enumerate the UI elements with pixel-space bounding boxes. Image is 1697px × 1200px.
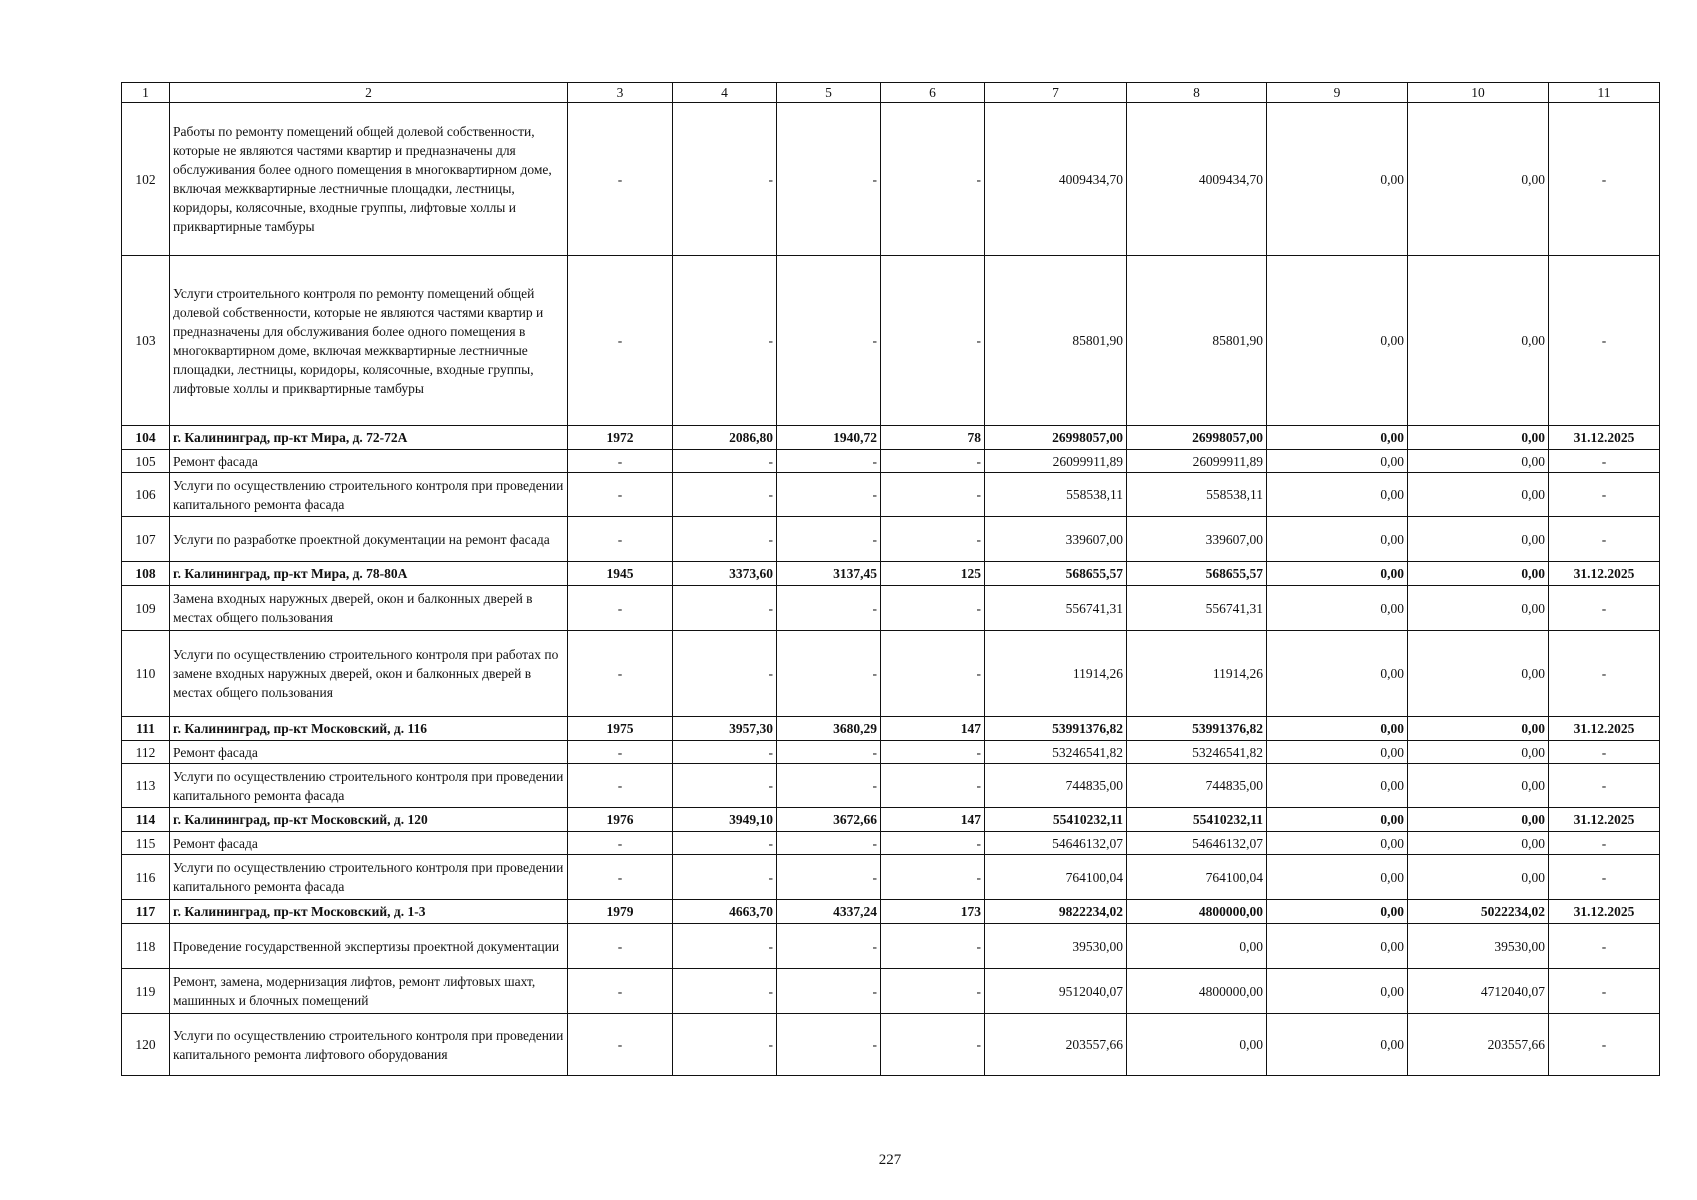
- cell-year-built: -: [568, 855, 673, 900]
- cell-year-built: -: [568, 517, 673, 562]
- work-row: [122, 832, 1660, 855]
- cell-row-number: 106: [122, 473, 170, 517]
- cell-work-name: Услуги по осуществлению строительного контроля при проведении капитального ремонта фасада: [170, 855, 568, 900]
- cell-total-area: 4663,70: [673, 900, 777, 924]
- cell-total-area: -: [673, 517, 777, 562]
- cell-row-number: 115: [122, 832, 170, 855]
- header-cell-completion-date: 11: [1549, 83, 1660, 103]
- cell-cost-fund: 26099911,89: [1127, 450, 1267, 473]
- work-row: [122, 764, 1660, 808]
- cell-living-area: -: [777, 924, 881, 969]
- cell-total-cost: 764100,04: [985, 855, 1127, 900]
- cell-living-area: -: [777, 832, 881, 855]
- cell-year-built: -: [568, 631, 673, 717]
- cell-completion-date: -: [1549, 586, 1660, 631]
- cell-cost-fund: 744835,00: [1127, 764, 1267, 808]
- cell-total-cost: 11914,26: [985, 631, 1127, 717]
- address-row: [122, 808, 1660, 832]
- cell-cost-owners: 0,00: [1408, 517, 1549, 562]
- cell-completion-date: 31.12.2025: [1549, 426, 1660, 450]
- cell-completion-date: 31.12.2025: [1549, 717, 1660, 741]
- header-cell-row-number: 1: [122, 83, 170, 103]
- cell-year-built: -: [568, 103, 673, 256]
- cell-residents: -: [881, 103, 985, 256]
- cell-row-number: 112: [122, 741, 170, 764]
- cell-cost-budget: 0,00: [1267, 764, 1408, 808]
- cell-cost-fund: 85801,90: [1127, 256, 1267, 426]
- cell-total-cost: 9512040,07: [985, 969, 1127, 1014]
- cell-row-number: 119: [122, 969, 170, 1014]
- cell-living-area: -: [777, 764, 881, 808]
- cell-row-number: 108: [122, 562, 170, 586]
- cell-living-area: 3680,29: [777, 717, 881, 741]
- cell-cost-budget: 0,00: [1267, 900, 1408, 924]
- header-cell-cost-fund: 8: [1127, 83, 1267, 103]
- cell-work-name: Услуги строительного контроля по ремонту помещений общей долевой собственности, которые не являются частями квартир и предназначены для обслуживания более одного помещения в многоквартирном доме, включая межквартирные лестничные площадки, лестницы, коридоры, колясочные, входные группы, лифтовые холлы и приквартирные тамбуры: [170, 256, 568, 426]
- cell-total-cost: 744835,00: [985, 764, 1127, 808]
- cell-row-number: 107: [122, 517, 170, 562]
- cell-cost-fund: 339607,00: [1127, 517, 1267, 562]
- cell-total-cost: 53991376,82: [985, 717, 1127, 741]
- cell-residents: -: [881, 473, 985, 517]
- work-row: [122, 969, 1660, 1014]
- cell-cost-owners: 0,00: [1408, 473, 1549, 517]
- cell-year-built: 1975: [568, 717, 673, 741]
- cell-cost-owners: 0,00: [1408, 717, 1549, 741]
- cell-row-number: 113: [122, 764, 170, 808]
- cell-cost-fund: 4800000,00: [1127, 900, 1267, 924]
- cell-living-area: -: [777, 631, 881, 717]
- cell-completion-date: -: [1549, 256, 1660, 426]
- cell-total-cost: 54646132,07: [985, 832, 1127, 855]
- cell-cost-budget: 0,00: [1267, 832, 1408, 855]
- cell-row-number: 120: [122, 1014, 170, 1076]
- cell-cost-owners: 0,00: [1408, 256, 1549, 426]
- cell-cost-budget: 0,00: [1267, 631, 1408, 717]
- cell-total-cost: 26998057,00: [985, 426, 1127, 450]
- cell-cost-fund: 568655,57: [1127, 562, 1267, 586]
- cell-cost-fund: 26998057,00: [1127, 426, 1267, 450]
- cell-work-name: г. Калининград, пр-кт Мира, д. 78-80А: [170, 562, 568, 586]
- cell-living-area: -: [777, 741, 881, 764]
- address-row: [122, 717, 1660, 741]
- cell-cost-fund: 53246541,82: [1127, 741, 1267, 764]
- cell-living-area: -: [777, 450, 881, 473]
- cell-completion-date: -: [1549, 741, 1660, 764]
- cell-completion-date: -: [1549, 103, 1660, 256]
- works-table: [121, 82, 1660, 1076]
- cell-total-area: -: [673, 631, 777, 717]
- cell-total-cost: 9822234,02: [985, 900, 1127, 924]
- work-row: [122, 1014, 1660, 1076]
- cell-living-area: -: [777, 103, 881, 256]
- cell-cost-budget: 0,00: [1267, 473, 1408, 517]
- work-row: [122, 586, 1660, 631]
- cell-row-number: 105: [122, 450, 170, 473]
- cell-cost-budget: 0,00: [1267, 924, 1408, 969]
- cell-cost-budget: 0,00: [1267, 808, 1408, 832]
- cell-cost-fund: 764100,04: [1127, 855, 1267, 900]
- cell-living-area: -: [777, 256, 881, 426]
- cell-total-area: -: [673, 103, 777, 256]
- cell-completion-date: -: [1549, 764, 1660, 808]
- cell-total-area: -: [673, 473, 777, 517]
- cell-cost-fund: 0,00: [1127, 924, 1267, 969]
- cell-work-name: Замена входных наружных дверей, окон и балконных дверей в местах общего пользования: [170, 586, 568, 631]
- cell-work-name: Услуги по разработке проектной документации на ремонт фасада: [170, 517, 568, 562]
- cell-residents: 147: [881, 717, 985, 741]
- cell-residents: 147: [881, 808, 985, 832]
- cell-living-area: 3137,45: [777, 562, 881, 586]
- cell-residents: -: [881, 764, 985, 808]
- header-cell-residents: 6: [881, 83, 985, 103]
- cell-completion-date: -: [1549, 450, 1660, 473]
- cell-completion-date: -: [1549, 473, 1660, 517]
- work-row: [122, 631, 1660, 717]
- cell-residents: -: [881, 631, 985, 717]
- page-number: 227: [878, 1152, 902, 1168]
- cell-residents: 173: [881, 900, 985, 924]
- cell-work-name: Услуги по осуществлению строительного контроля при проведении капитального ремонта фасада: [170, 473, 568, 517]
- cell-year-built: -: [568, 764, 673, 808]
- cell-work-name: Проведение государственной экспертизы проектной документации: [170, 924, 568, 969]
- cell-total-cost: 339607,00: [985, 517, 1127, 562]
- cell-total-cost: 568655,57: [985, 562, 1127, 586]
- cell-year-built: -: [568, 256, 673, 426]
- cell-cost-owners: 0,00: [1408, 764, 1549, 808]
- cell-living-area: -: [777, 517, 881, 562]
- cell-cost-owners: 0,00: [1408, 103, 1549, 256]
- cell-total-area: -: [673, 741, 777, 764]
- cell-residents: -: [881, 969, 985, 1014]
- cell-cost-budget: 0,00: [1267, 855, 1408, 900]
- work-row: [122, 517, 1660, 562]
- cell-work-name: г. Калининград, пр-кт Мира, д. 72-72А: [170, 426, 568, 450]
- cell-row-number: 104: [122, 426, 170, 450]
- cell-year-built: -: [568, 586, 673, 631]
- cell-work-name: г. Калининград, пр-кт Московский, д. 116: [170, 717, 568, 741]
- cell-cost-budget: 0,00: [1267, 256, 1408, 426]
- cell-row-number: 102: [122, 103, 170, 256]
- cell-living-area: -: [777, 969, 881, 1014]
- cell-cost-owners: 0,00: [1408, 808, 1549, 832]
- cell-living-area: -: [777, 473, 881, 517]
- cell-cost-fund: 11914,26: [1127, 631, 1267, 717]
- cell-work-name: Услуги по осуществлению строительного контроля при проведении капитального ремонта фасада: [170, 764, 568, 808]
- cell-total-area: -: [673, 586, 777, 631]
- cell-row-number: 109: [122, 586, 170, 631]
- cell-cost-owners: 0,00: [1408, 741, 1549, 764]
- cell-year-built: -: [568, 924, 673, 969]
- cell-work-name: Ремонт, замена, модернизация лифтов, ремонт лифтовых шахт, машинных и блочных помещений: [170, 969, 568, 1014]
- cell-total-area: -: [673, 924, 777, 969]
- cell-residents: -: [881, 832, 985, 855]
- cell-completion-date: 31.12.2025: [1549, 808, 1660, 832]
- cell-work-name: Работы по ремонту помещений общей долевой собственности, которые не являются частями квартир и предназначены для обслуживания более одного помещения в многоквартирном доме, включая межквартирные лестничные площадки, лестницы, коридоры, колясочные, входные группы, лифтовые холлы и приквартирные тамбуры: [170, 103, 568, 256]
- cell-total-area: 2086,80: [673, 426, 777, 450]
- header-cell-year-built: 3: [568, 83, 673, 103]
- cell-cost-budget: 0,00: [1267, 969, 1408, 1014]
- cell-completion-date: 31.12.2025: [1549, 900, 1660, 924]
- cell-total-area: 3949,10: [673, 808, 777, 832]
- cell-total-cost: 558538,11: [985, 473, 1127, 517]
- cell-total-area: -: [673, 450, 777, 473]
- cell-living-area: -: [777, 1014, 881, 1076]
- cell-completion-date: -: [1549, 1014, 1660, 1076]
- cell-year-built: 1945: [568, 562, 673, 586]
- cell-cost-fund: 556741,31: [1127, 586, 1267, 631]
- header-cell-total-area: 4: [673, 83, 777, 103]
- cell-cost-owners: 5022234,02: [1408, 900, 1549, 924]
- cell-cost-budget: 0,00: [1267, 562, 1408, 586]
- cell-cost-budget: 0,00: [1267, 717, 1408, 741]
- cell-cost-budget: 0,00: [1267, 450, 1408, 473]
- cell-completion-date: 31.12.2025: [1549, 562, 1660, 586]
- cell-year-built: 1979: [568, 900, 673, 924]
- cell-living-area: 1940,72: [777, 426, 881, 450]
- cell-work-name: Услуги по осуществлению строительного контроля при работах по замене входных наружных дверей, окон и балконных дверей в местах общего пользования: [170, 631, 568, 717]
- cell-work-name: Ремонт фасада: [170, 450, 568, 473]
- cell-row-number: 116: [122, 855, 170, 900]
- header-cell-work-name: 2: [170, 83, 568, 103]
- cell-cost-budget: 0,00: [1267, 741, 1408, 764]
- cell-total-cost: 55410232,11: [985, 808, 1127, 832]
- cell-total-cost: 39530,00: [985, 924, 1127, 969]
- address-row: [122, 426, 1660, 450]
- cell-cost-budget: 0,00: [1267, 103, 1408, 256]
- cell-work-name: Ремонт фасада: [170, 832, 568, 855]
- cell-total-cost: 556741,31: [985, 586, 1127, 631]
- cell-row-number: 103: [122, 256, 170, 426]
- cell-total-cost: 85801,90: [985, 256, 1127, 426]
- cell-total-area: -: [673, 256, 777, 426]
- cell-cost-owners: 0,00: [1408, 586, 1549, 631]
- work-row: [122, 256, 1660, 426]
- cell-completion-date: -: [1549, 855, 1660, 900]
- cell-cost-owners: 203557,66: [1408, 1014, 1549, 1076]
- header-cell-total-cost: 7: [985, 83, 1127, 103]
- cell-cost-fund: 4009434,70: [1127, 103, 1267, 256]
- cell-completion-date: -: [1549, 517, 1660, 562]
- cell-living-area: 3672,66: [777, 808, 881, 832]
- cell-residents: 78: [881, 426, 985, 450]
- cell-cost-owners: 0,00: [1408, 832, 1549, 855]
- cell-work-name: Ремонт фасада: [170, 741, 568, 764]
- work-row: [122, 103, 1660, 256]
- header-cell-living-area: 5: [777, 83, 881, 103]
- cell-cost-fund: 54646132,07: [1127, 832, 1267, 855]
- work-row: [122, 924, 1660, 969]
- cell-residents: -: [881, 741, 985, 764]
- cell-cost-budget: 0,00: [1267, 586, 1408, 631]
- cell-row-number: 110: [122, 631, 170, 717]
- cell-completion-date: -: [1549, 924, 1660, 969]
- cell-year-built: -: [568, 1014, 673, 1076]
- cell-completion-date: -: [1549, 832, 1660, 855]
- cell-cost-fund: 0,00: [1127, 1014, 1267, 1076]
- cell-total-cost: 26099911,89: [985, 450, 1127, 473]
- cell-total-cost: 53246541,82: [985, 741, 1127, 764]
- cell-total-area: -: [673, 969, 777, 1014]
- cell-residents: -: [881, 256, 985, 426]
- cell-cost-owners: 0,00: [1408, 855, 1549, 900]
- cell-cost-owners: 0,00: [1408, 631, 1549, 717]
- cell-completion-date: -: [1549, 969, 1660, 1014]
- cell-row-number: 111: [122, 717, 170, 741]
- cell-year-built: -: [568, 969, 673, 1014]
- cell-cost-budget: 0,00: [1267, 517, 1408, 562]
- cell-cost-owners: 0,00: [1408, 450, 1549, 473]
- cell-residents: -: [881, 924, 985, 969]
- address-row: [122, 900, 1660, 924]
- cell-residents: 125: [881, 562, 985, 586]
- cell-total-area: -: [673, 855, 777, 900]
- work-row: [122, 855, 1660, 900]
- cell-cost-owners: 0,00: [1408, 562, 1549, 586]
- cell-total-area: -: [673, 1014, 777, 1076]
- cell-year-built: -: [568, 832, 673, 855]
- cell-year-built: -: [568, 741, 673, 764]
- cell-work-name: г. Калининград, пр-кт Московский, д. 1-3: [170, 900, 568, 924]
- cell-residents: -: [881, 517, 985, 562]
- cell-row-number: 114: [122, 808, 170, 832]
- cell-residents: -: [881, 586, 985, 631]
- cell-work-name: г. Калининград, пр-кт Московский, д. 120: [170, 808, 568, 832]
- cell-cost-owners: 0,00: [1408, 426, 1549, 450]
- header-cell-cost-owners: 10: [1408, 83, 1549, 103]
- cell-work-name: Услуги по осуществлению строительного контроля при проведении капитального ремонта лифтового оборудования: [170, 1014, 568, 1076]
- cell-total-cost: 203557,66: [985, 1014, 1127, 1076]
- cell-living-area: -: [777, 586, 881, 631]
- cell-total-area: 3373,60: [673, 562, 777, 586]
- cell-total-cost: 4009434,70: [985, 103, 1127, 256]
- cell-cost-budget: 0,00: [1267, 1014, 1408, 1076]
- cell-living-area: 4337,24: [777, 900, 881, 924]
- cell-total-area: -: [673, 764, 777, 808]
- cell-cost-fund: 55410232,11: [1127, 808, 1267, 832]
- work-row: [122, 741, 1660, 764]
- cell-year-built: 1976: [568, 808, 673, 832]
- cell-row-number: 118: [122, 924, 170, 969]
- address-row: [122, 562, 1660, 586]
- cell-living-area: -: [777, 855, 881, 900]
- cell-cost-fund: 53991376,82: [1127, 717, 1267, 741]
- cell-cost-budget: 0,00: [1267, 426, 1408, 450]
- cell-cost-fund: 4800000,00: [1127, 969, 1267, 1014]
- cell-year-built: -: [568, 473, 673, 517]
- cell-row-number: 117: [122, 900, 170, 924]
- header-cell-cost-budget: 9: [1267, 83, 1408, 103]
- cell-year-built: 1972: [568, 426, 673, 450]
- cell-residents: -: [881, 1014, 985, 1076]
- table-header-row: [122, 83, 1660, 103]
- cell-year-built: -: [568, 450, 673, 473]
- cell-residents: -: [881, 855, 985, 900]
- work-row: [122, 473, 1660, 517]
- cell-residents: -: [881, 450, 985, 473]
- cell-cost-owners: 39530,00: [1408, 924, 1549, 969]
- cell-cost-fund: 558538,11: [1127, 473, 1267, 517]
- work-row: [122, 450, 1660, 473]
- cell-total-area: -: [673, 832, 777, 855]
- cell-completion-date: -: [1549, 631, 1660, 717]
- cell-total-area: 3957,30: [673, 717, 777, 741]
- cell-cost-owners: 4712040,07: [1408, 969, 1549, 1014]
